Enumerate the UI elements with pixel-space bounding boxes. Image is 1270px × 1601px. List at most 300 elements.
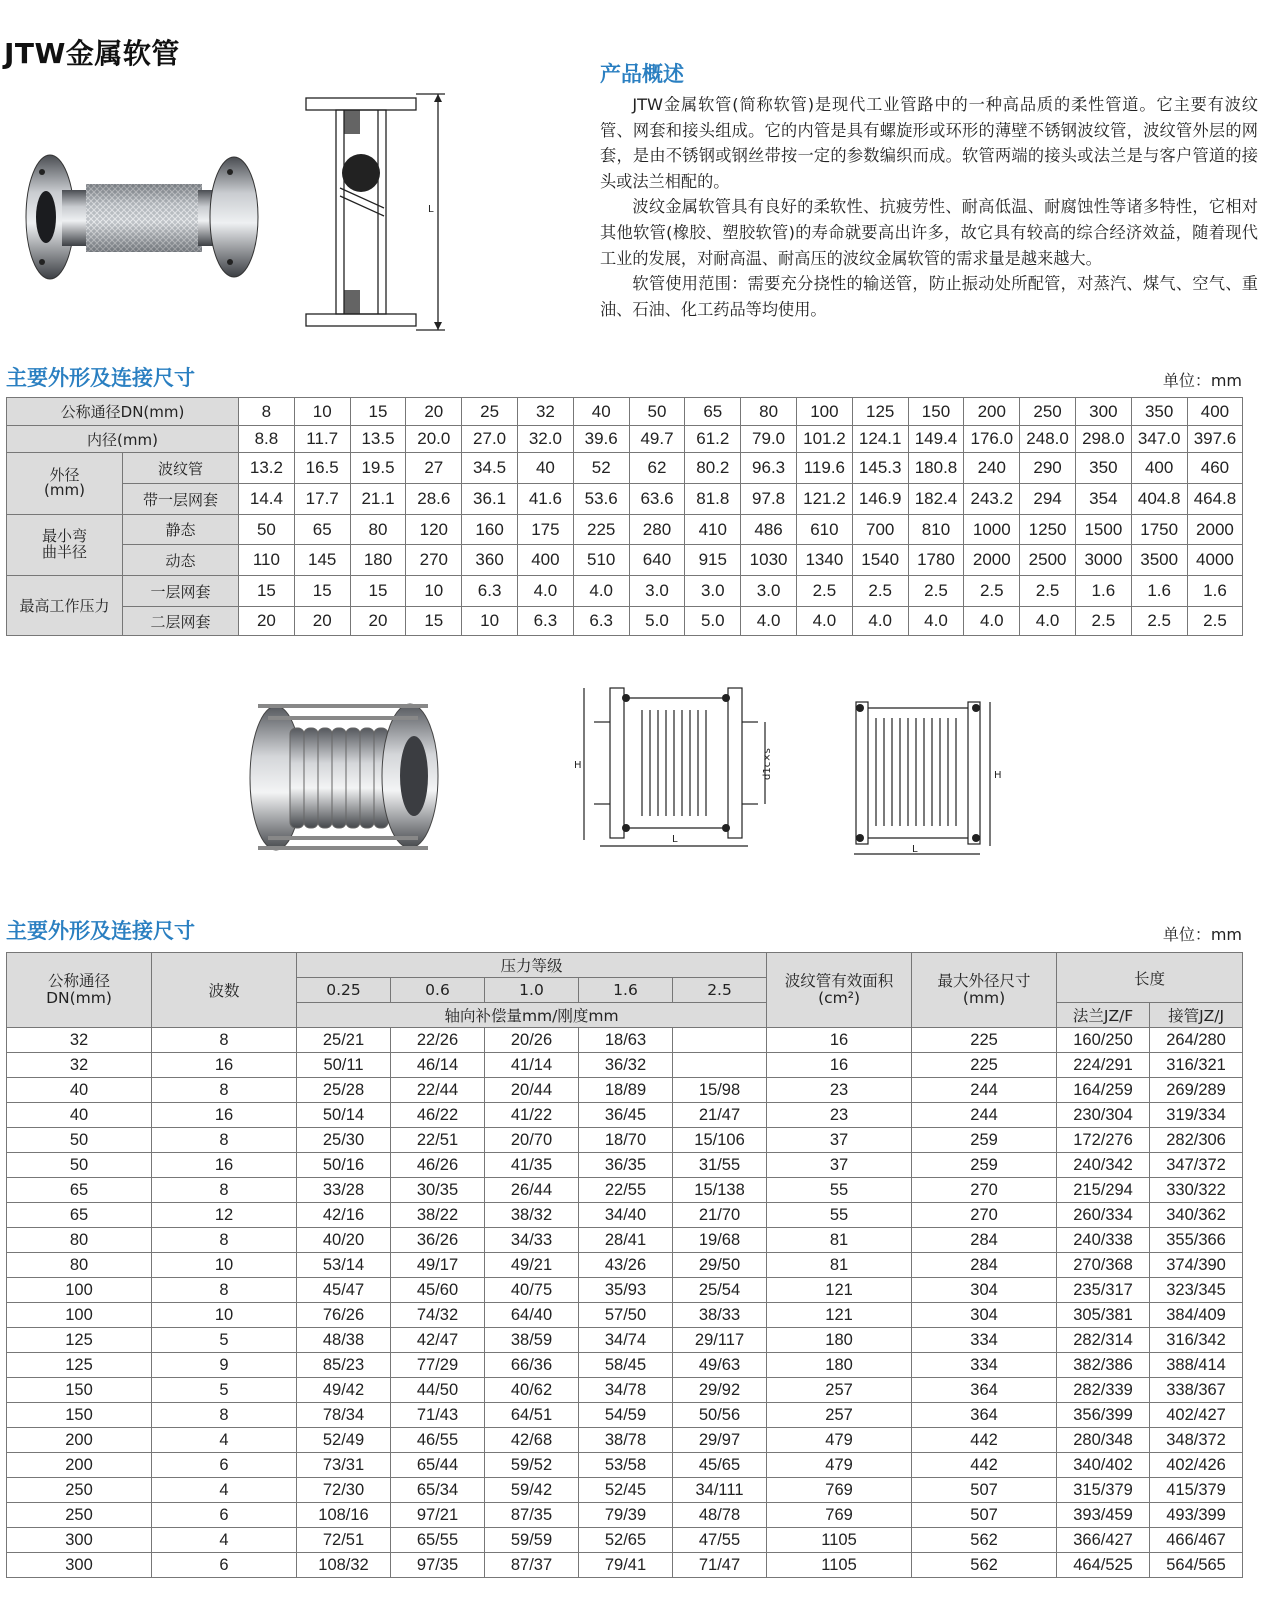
table-cell: 17.7 [294,484,350,515]
table-cell: 71/47 [673,1553,767,1578]
table-cell: 22/44 [391,1078,485,1103]
table-cell: 562 [912,1553,1057,1578]
table-cell: 64/40 [485,1303,579,1328]
table-cell: 1340 [796,545,852,576]
table-row [7,1078,1243,1103]
row-p2 [7,607,1243,636]
table-cell: 915 [685,545,741,576]
table-cell: 2.5 [852,576,908,607]
table-cell: 40/62 [485,1378,579,1403]
table-cell: 34.5 [462,453,518,484]
table-cell: 176.0 [964,426,1020,453]
table-cell: 47/55 [673,1528,767,1553]
header-level: 0.6 [391,978,485,1003]
table-cell: 769 [767,1478,912,1503]
table-cell: 34/74 [579,1328,673,1353]
table-cell: 73/31 [297,1453,391,1478]
table-cell: 50 [7,1128,152,1153]
table-cell: 36/26 [391,1228,485,1253]
table-cell: 282/339 [1057,1378,1150,1403]
table-cell: 2500 [1020,545,1076,576]
table-cell: 55 [767,1178,912,1203]
table-cell: 61.2 [685,426,741,453]
table-cell: 410 [685,515,741,545]
table-cell: 225 [912,1053,1057,1078]
table-cell: 282/314 [1057,1328,1150,1353]
table-cell: 200 [7,1428,152,1453]
table-cell: 12 [152,1203,297,1228]
table-cell: 40/75 [485,1278,579,1303]
table-cell: 25/54 [673,1278,767,1303]
table-cell: 269/289 [1150,1078,1243,1103]
table-cell: 3.0 [741,576,797,607]
table-row [7,1153,1243,1178]
table-cell: 364 [912,1378,1057,1403]
table-cell: 493/399 [1150,1503,1243,1528]
table-cell: 400 [1131,453,1187,484]
compensator-drawing-flange [570,680,785,855]
table-cell: 250 [7,1503,152,1528]
row-dynamic [7,545,1243,576]
table-cell: 14.4 [239,484,295,515]
table-cell: 257 [767,1403,912,1428]
table-cell: 15/106 [673,1128,767,1153]
table-cell: 4.0 [852,607,908,636]
table-cell: 87/37 [485,1553,579,1578]
unit-label-1: 单位：mm [1162,371,1242,390]
dimension-label-l: L [672,834,678,845]
table-cell: 30/35 [391,1178,485,1203]
table-cell: 52/45 [579,1478,673,1503]
overview-paragraph: JTW金属软管(简称软管)是现代工业管路中的一种高品质的柔性管道。它主要有波纹管、网套和接头组成。它的内管是具有螺旋形或环形的薄壁不锈钢波纹管，波纹管外层的网套，是由不锈钢或钢丝带按一定的参数编织而成。软管两端的接头或法兰是与客户管道的接头或法兰相配的。 [600,95,1258,191]
table-cell: 8 [152,1128,297,1153]
table-cell: 2.5 [908,576,964,607]
table-cell: 53/14 [297,1253,391,1278]
table-cell: 160/250 [1057,1028,1150,1053]
table-cell: 350 [1075,453,1131,484]
table-cell: 240/342 [1057,1153,1150,1178]
bellows-compensator-photo [238,688,448,863]
row-header: 内径(mm) [7,426,239,453]
table-cell: 79.0 [741,426,797,453]
table-cell: 11.7 [294,426,350,453]
table-cell: 49/17 [391,1253,485,1278]
table-row [7,1528,1243,1553]
table-cell: 80.2 [685,453,741,484]
table-cell: 48/38 [297,1328,391,1353]
table-cell: 270/368 [1057,1253,1150,1278]
table-cell: 36.1 [462,484,518,515]
table-cell: 402/427 [1150,1403,1243,1428]
table-cell: 6 [152,1453,297,1478]
table-cell: 1000 [964,515,1020,545]
table-cell: 49/21 [485,1253,579,1278]
table-cell: 50 [629,398,685,426]
header-waves: 波数 [152,953,297,1028]
table-cell: 400 [518,545,574,576]
table-cell: 71/43 [391,1403,485,1428]
header-level: 1.6 [579,978,673,1003]
table-cell: 46/26 [391,1153,485,1178]
table-row [7,1553,1243,1578]
table-cell: 338/367 [1150,1378,1243,1403]
table-cell: 388/414 [1150,1353,1243,1378]
table-cell: 442 [912,1453,1057,1478]
table-cell: 6 [152,1553,297,1578]
table-cell: 25/21 [297,1028,391,1053]
table-cell: 52/65 [579,1528,673,1553]
table-cell: 340/362 [1150,1203,1243,1228]
table-cell: 32.0 [518,426,574,453]
table-cell: 2.5 [1131,607,1187,636]
table-cell: 402/426 [1150,1453,1243,1478]
compensator-dimension-table [6,952,1243,1578]
table-cell: 80 [350,515,406,545]
table-cell: 22/51 [391,1128,485,1153]
header-dn: 公称通径 DN(mm) [7,953,152,1028]
table-cell: 59/59 [485,1528,579,1553]
table-cell: 374/390 [1150,1253,1243,1278]
table-cell: 8 [152,1078,297,1103]
table-cell: 215/294 [1057,1178,1150,1203]
table-cell: 50/56 [673,1403,767,1428]
table-cell: 1750 [1131,515,1187,545]
table-row [7,1453,1243,1478]
table-cell: 316/321 [1150,1053,1243,1078]
table-cell: 50/16 [297,1153,391,1178]
row-dn [7,398,1243,426]
table-cell: 20 [239,607,295,636]
table-cell: 356/399 [1057,1403,1150,1428]
table-cell: 466/467 [1150,1528,1243,1553]
table-cell: 63.6 [629,484,685,515]
table-cell: 66/36 [485,1353,579,1378]
table-cell: 42/16 [297,1203,391,1228]
table-cell: 366/427 [1057,1528,1150,1553]
table-cell: 37 [767,1128,912,1153]
header-axial: 轴向补偿量mm/刚度mm [297,1003,767,1028]
header-level: 0.25 [297,978,391,1003]
table-cell: 4.0 [741,607,797,636]
table-cell: 564/565 [1150,1553,1243,1578]
table-cell: 15/138 [673,1178,767,1203]
table-cell: 3.0 [685,576,741,607]
table-cell: 172/276 [1057,1128,1150,1153]
table-cell: 65/55 [391,1528,485,1553]
table-cell: 125 [852,398,908,426]
header-level: 1.0 [485,978,579,1003]
table-cell: 10 [152,1303,297,1328]
metal-hose-photo [22,150,262,285]
table-cell: 49/42 [297,1378,391,1403]
row-p1 [7,576,1243,607]
table-cell: 52 [573,453,629,484]
table-cell: 16 [152,1153,297,1178]
table-cell: 1500 [1075,515,1131,545]
table-cell: 29/92 [673,1378,767,1403]
table-cell: 121.2 [796,484,852,515]
table-cell: 36/32 [579,1053,673,1078]
table-cell: 97/35 [391,1553,485,1578]
table-cell: 42/47 [391,1328,485,1353]
table-cell: 80 [741,398,797,426]
table-cell: 9 [152,1353,297,1378]
table-cell: 145 [294,545,350,576]
table-cell: 270 [406,545,462,576]
table-cell: 316/342 [1150,1328,1243,1353]
dimension-label-h: H [574,760,582,771]
table-cell: 180 [350,545,406,576]
table-cell: 1105 [767,1528,912,1553]
table-cell: 28.6 [406,484,462,515]
table-cell: 250 [1020,398,1076,426]
table-cell: 280 [629,515,685,545]
table-cell: 354 [1075,484,1131,515]
table-cell: 19.5 [350,453,406,484]
table-cell: 38/59 [485,1328,579,1353]
table-row [7,1103,1243,1128]
table-cell: 150 [908,398,964,426]
table-cell: 323/345 [1150,1278,1243,1303]
dimension-label-l: L [912,844,918,855]
table-cell: 6.3 [462,576,518,607]
table-cell: 397.6 [1187,426,1243,453]
table-cell: 3500 [1131,545,1187,576]
table-cell: 124.1 [852,426,908,453]
table-cell: 479 [767,1453,912,1478]
row-header: 最小弯 曲半径 [7,515,123,576]
table-cell: 4 [152,1478,297,1503]
table-cell: 38/32 [485,1203,579,1228]
table-cell: 1250 [1020,515,1076,545]
table-cell: 80 [7,1253,152,1278]
table-cell: 34/78 [579,1378,673,1403]
row-header: 一层网套 [123,576,239,607]
table-cell: 4.0 [964,607,1020,636]
row-header: 静态 [123,515,239,545]
table-cell: 52/49 [297,1428,391,1453]
table-cell: 5.0 [685,607,741,636]
table-cell: 15 [406,607,462,636]
table-cell: 20/26 [485,1028,579,1053]
table-row [7,1353,1243,1378]
table-cell: 48/78 [673,1503,767,1528]
table-cell: 29/117 [673,1328,767,1353]
table-cell: 510 [573,545,629,576]
table-cell: 4 [152,1528,297,1553]
table-cell: 16 [152,1103,297,1128]
table-cell: 8.8 [239,426,295,453]
table-cell: 146.9 [852,484,908,515]
table-cell: 305/381 [1057,1303,1150,1328]
overview-paragraph: 软管使用范围：需要充分挠性的输送管，防止振动处所配管，对蒸汽、煤气、空气、重油、石油、化工药品等均使用。 [600,274,1258,319]
table-cell: 330/322 [1150,1178,1243,1203]
table-cell: 15 [350,398,406,426]
table-cell: 65/34 [391,1478,485,1503]
table-cell: 300 [1075,398,1131,426]
header-level: 2.5 [673,978,767,1003]
table-cell: 59/42 [485,1478,579,1503]
table-cell: 10 [294,398,350,426]
table-cell: 2.5 [796,576,852,607]
table-cell: 16.5 [294,453,350,484]
table-cell: 415/379 [1150,1478,1243,1503]
table-cell: 2000 [1187,515,1243,545]
table-cell: 97/21 [391,1503,485,1528]
table-cell: 2.5 [1020,576,1076,607]
table-cell: 5 [152,1328,297,1353]
table-cell: 700 [852,515,908,545]
metal-hose-drawing [300,88,460,338]
table-cell: 294 [1020,484,1076,515]
table-cell: 290 [1020,453,1076,484]
table-cell: 304 [912,1303,1057,1328]
table-cell: 4.0 [1020,607,1076,636]
table-cell: 300 [7,1528,152,1553]
table-cell: 6 [152,1503,297,1528]
table-cell: 10 [152,1253,297,1278]
table-cell: 96.3 [741,453,797,484]
table-cell: 29/97 [673,1428,767,1453]
section-heading-1: 主要外形及连接尺寸 [6,366,195,390]
table-cell: 340/402 [1057,1453,1150,1478]
table-row [7,1178,1243,1203]
table-cell: 8 [152,1278,297,1303]
table-cell: 1105 [767,1553,912,1578]
table-cell: 78/34 [297,1403,391,1428]
table-cell: 334 [912,1328,1057,1353]
table-cell: 8 [239,398,295,426]
table-cell: 40 [518,453,574,484]
header-length: 长度 [1057,953,1243,1003]
table-cell: 110 [239,545,295,576]
table-cell: 100 [7,1278,152,1303]
table-cell: 6.3 [573,607,629,636]
table-cell: 81 [767,1253,912,1278]
table-cell: 347.0 [1131,426,1187,453]
table-cell: 20 [350,607,406,636]
table-cell: 21.1 [350,484,406,515]
table-cell: 65 [685,398,741,426]
table-cell: 4.0 [908,607,964,636]
table-cell: 225 [912,1028,1057,1053]
table-cell: 280/348 [1057,1428,1150,1453]
table-cell: 180.8 [908,453,964,484]
table-cell: 42/68 [485,1428,579,1453]
table-cell: 45/65 [673,1453,767,1478]
table-cell: 250 [7,1478,152,1503]
table-cell: 1.6 [1187,576,1243,607]
table-cell: 15 [294,576,350,607]
table-cell: 58/45 [579,1353,673,1378]
table-cell: 23 [767,1103,912,1128]
table-cell: 464.8 [1187,484,1243,515]
table-cell: 19/68 [673,1228,767,1253]
table-cell: 230/304 [1057,1103,1150,1128]
table-cell: 39.6 [573,426,629,453]
table-cell: 460 [1187,453,1243,484]
table-cell: 36/45 [579,1103,673,1128]
table-cell: 41/35 [485,1153,579,1178]
table-cell: 18/89 [579,1078,673,1103]
table-cell: 350 [1131,398,1187,426]
table-cell: 175 [518,515,574,545]
row-header: 带一层网套 [123,484,239,515]
overview-heading: 产品概述 [600,62,684,86]
table-cell: 20/70 [485,1128,579,1153]
table-cell: 81 [767,1228,912,1253]
table-cell: 36/35 [579,1153,673,1178]
table-cell: 150 [7,1378,152,1403]
table-cell: 43/26 [579,1253,673,1278]
header-maxdia: 最大外径尺寸 (mm) [912,953,1057,1028]
table-cell: 382/386 [1057,1353,1150,1378]
table-cell: 244 [912,1103,1057,1128]
table-cell: 31/55 [673,1153,767,1178]
table-cell: 21/47 [673,1103,767,1128]
table-cell: 769 [767,1503,912,1528]
table-cell: 15/98 [673,1078,767,1103]
table-cell: 41/22 [485,1103,579,1128]
table-cell: 41.6 [518,484,574,515]
table-cell: 38/33 [673,1303,767,1328]
table-cell: 34/111 [673,1478,767,1503]
table-cell: 259 [912,1128,1057,1153]
table-cell: 34/33 [485,1228,579,1253]
table-cell: 257 [767,1378,912,1403]
table-cell [673,1053,767,1078]
table-cell: 54/59 [579,1403,673,1428]
table-cell: 34/40 [579,1203,673,1228]
table-cell: 119.6 [796,453,852,484]
table-cell: 355/366 [1150,1228,1243,1253]
table-cell: 25/28 [297,1078,391,1103]
table-cell: 65 [7,1203,152,1228]
table-cell: 28/41 [579,1228,673,1253]
table-cell: 2.5 [1187,607,1243,636]
row-header: 波纹管 [123,453,239,484]
table-row [7,1253,1243,1278]
row-header: 二层网套 [123,607,239,636]
table-cell: 300 [7,1553,152,1578]
table-cell: 244 [912,1078,1057,1103]
table-cell: 35/93 [579,1278,673,1303]
table-cell: 87/35 [485,1503,579,1528]
table-cell: 97.8 [741,484,797,515]
table-cell: 4.0 [796,607,852,636]
table-cell: 53.6 [573,484,629,515]
table-row [7,1128,1243,1153]
table-cell: 33/28 [297,1178,391,1203]
row-header: 公称通径DN(mm) [7,398,239,426]
table-cell: 240/338 [1057,1228,1150,1253]
overview-text [600,92,1258,322]
header-joint: 接管JZ/J [1150,1003,1243,1028]
table-cell: 2000 [964,545,1020,576]
table-cell: 32 [7,1053,152,1078]
table-cell: 121 [767,1278,912,1303]
table-cell: 18/70 [579,1128,673,1153]
table-cell: 10 [406,576,462,607]
table-cell: 182.4 [908,484,964,515]
compensator-drawing-weld [830,688,1010,863]
row-braid1 [7,484,1243,515]
table-cell: 3.0 [629,576,685,607]
table-cell: 8 [152,1178,297,1203]
dimension-label-l: L [428,204,434,215]
table-cell: 20.0 [406,426,462,453]
table-cell: 50/14 [297,1103,391,1128]
